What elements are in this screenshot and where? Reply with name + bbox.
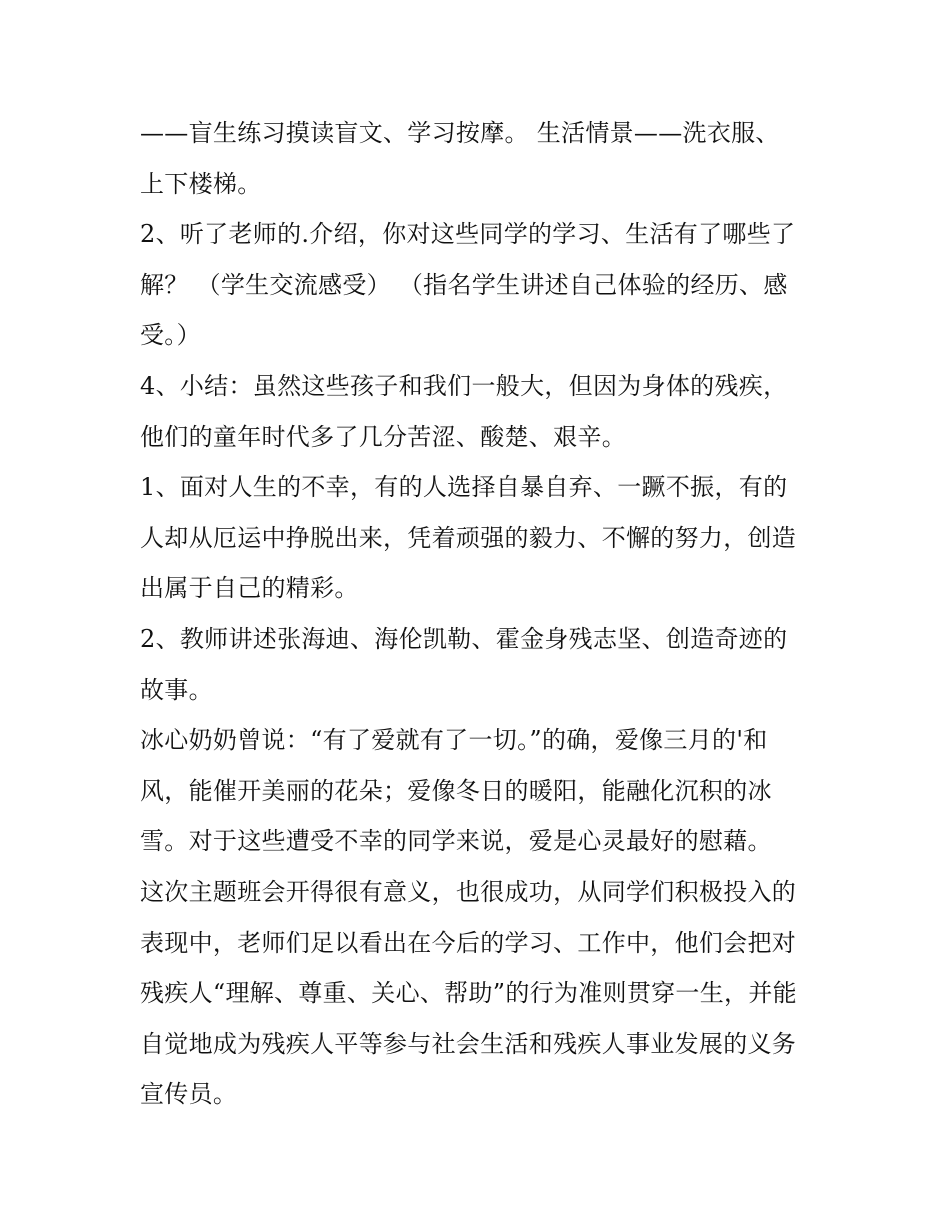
text-line: ——盲生练习摸读盲文、学习按摩。 生活情景——洗衣服、 xyxy=(140,119,780,147)
text-line: 受。） xyxy=(140,321,201,350)
paragraph-item-2-stories xyxy=(140,614,830,715)
text-line: 2、教师讲述张海迪、海伦凯勒、霍金身残志坚、创造奇迹的 xyxy=(140,624,788,653)
text-line: 1、面对人生的不幸，有的人选择自暴自弃、一蹶不振，有的 xyxy=(140,473,788,502)
text-line: 表现中，老师们足以看出在今后的学习、工作中，他们会把对 xyxy=(140,928,797,957)
document-body xyxy=(140,108,830,1120)
text-line: 雪。对于这些遭受不幸的同学来说，爱是心灵最好的慰藉。 xyxy=(140,827,772,856)
text-line: 残疾人“理解、尊重、关心、帮助”的行为准则贯穿一生，并能 xyxy=(140,979,797,1008)
text-line: 人却从厄运中挣脱出来，凭着顽强的毅力、不懈的努力，创造 xyxy=(140,523,797,552)
text-line: 上下楼梯。 xyxy=(140,169,262,198)
text-line: 自觉地成为残疾人平等参与社会生活和残疾人事业发展的义务 xyxy=(140,1029,797,1058)
paragraph-conclusion xyxy=(140,867,830,1120)
text-line: 这次主题班会开得很有意义，也很成功，从同学们积极投入的 xyxy=(140,877,797,906)
paragraph-question-2 xyxy=(140,209,830,361)
paragraph-item-1 xyxy=(140,462,830,614)
text-line: 4、小结：虽然这些孩子和我们一般大，但因为身体的残疾， xyxy=(140,371,788,400)
paragraph-bingxin-quote xyxy=(140,715,830,867)
text-line: 他们的童年时代多了几分苦涩、酸楚、艰辛。 xyxy=(140,422,626,451)
text-line: 冰心奶奶曾说：“有了爱就有了一切。”的确，爱像三月的'和 xyxy=(140,726,768,755)
paragraph-summary-4 xyxy=(140,361,830,462)
text-line: 2、听了老师的.介绍，你对这些同学的学习、生活有了哪些了 xyxy=(140,220,796,249)
text-line: 故事。 xyxy=(140,675,213,704)
text-line: 解？ （学生交流感受） （指名学生讲述自己体验的经历、感 xyxy=(140,270,788,299)
paragraph-life-scenes xyxy=(140,108,830,209)
text-line: 宣传员。 xyxy=(140,1080,238,1109)
text-line: 风，能催开美丽的花朵；爱像冬日的暖阳，能融化沉积的冰 xyxy=(140,776,772,805)
text-line: 出属于自己的精彩。 xyxy=(140,574,359,603)
